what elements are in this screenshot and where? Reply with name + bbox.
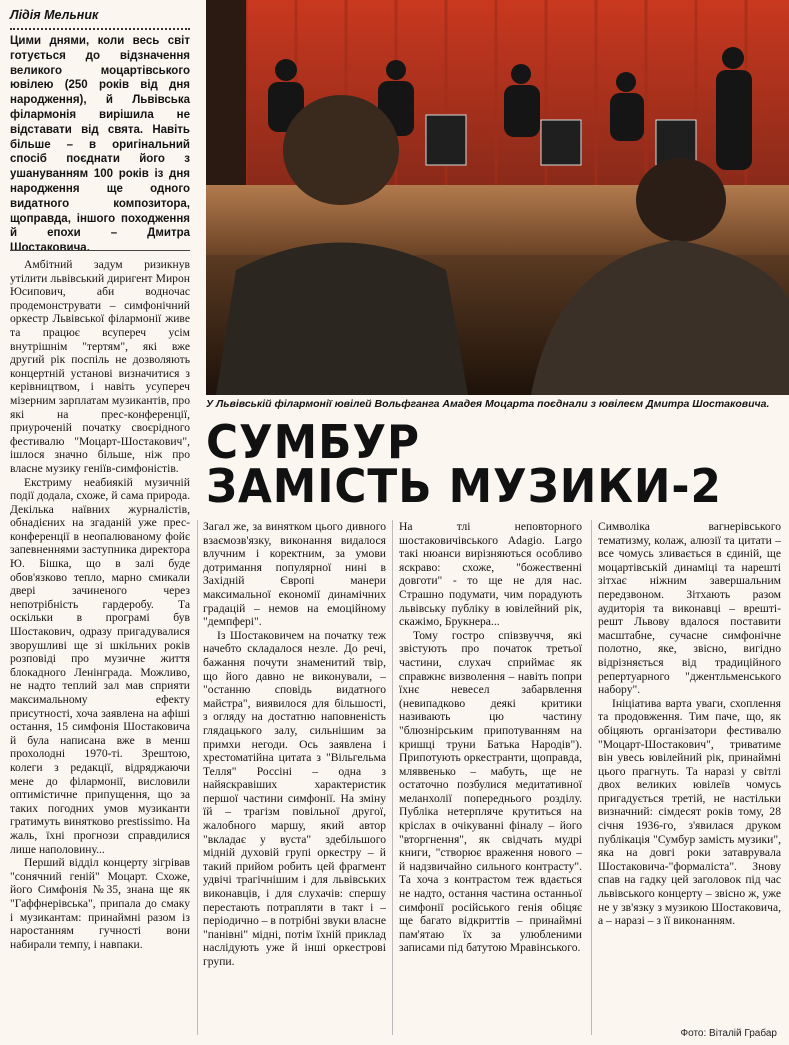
body-column-3 [399,520,582,1045]
paragraph: Загал же, за винятком цього дивного взаємозв'язку, виконання видалося влучним і коректним, за умови дотримання популярної нині в Західній Європі манери максимальної економії динамічних градацій – немов на емоційному "демпфері". [203,520,386,629]
headline-line-2: ЗАМІСТЬ МУЗИКИ-2 [206,459,722,513]
lead-paragraph: Цими днями, коли весь світ готується до відзначення великого моцартівського ювілею (250 років від дня народження), й Львівська філармонія вирішила не відставати від свята. Навіть більше – в оригінальний спосіб поєднати його з ушануванням 100 років із дня народження ще одного видатного композитора, щоправда, іншого походження й епохи – Дмитра Шостаковича. [10,35,190,255]
column-divider [197,520,198,1035]
paragraph: На тлі неповторного шостаковичівського Adagio. Largo такі нюанси вирізняються особливо яскраво: схоже, "божественні довготи" - то ще не для нас. Страшно подумати, чим порадують львівську публіку в ювілейний рік, скажімо, Брукнера... [399,520,582,629]
column-divider [392,520,393,1035]
photo-caption: У Львівській філармонії ювілей Вольфганга Амадея Моцарта поєднали з ювілеєм Дмитра Шостаковича. [206,398,770,410]
body-column-4 [598,520,781,1028]
photo-credit: Фото: Віталій Грабар [680,1028,777,1039]
column-divider [591,520,592,1035]
author-name: Лідія Мельник [10,8,99,22]
headline [206,415,757,513]
paragraph: Ініціатива варта уваги, схоплення та продовження. Тим паче, що, як обіцяють організатори фестивалю "Моцарт-Шостакович", триватиме він увесь ювілейний рік, принаймні цього прагнуть. Та наразі у світлі двох великих ювілеїв чомусь пригадується третій, не настільки визначний: сімдесят років тому, 28 січня 1936-го, з'явилася друком публікація "Сумбур замість музики", яка на довгі роки затаврувала Шостаковича-"формаліста". Знову спав на гадку цей заголовок під час львівського концерту – звісно ж, уже не у зв'язку з музикою Шостаковича, а – наразі – з її виконанням. [598,696,781,928]
lead-divider [10,250,190,251]
body-column-2 [203,520,386,1045]
paragraph: Тому гостро співзвуччя, які звістують про початок третьої частини, слухач сприймає як справжнє визволення – навіть попри їхнє невесел забарвлення (невипадково деякі критики називають цю частину "блюзнірським припотуванням на кришці труни Батька Народів"). Припотують оркестранти, щоправда, мляввенько – мабуть, ще не остаточно позбулися медитативної меланхолії попереднього розділу. Публіка нетерпляче крутиться на кріслах в очікуванні фіналу – його "вторгнення", як свідчать мудрі книги, "створює враження нового – й надзвичайно сильного контрасту". Та хоча з контрастом теж вдається не надто, остання частина останньої симфонії російського генія обіцяє ще багато відкриттів – принаймні пам'ятаю їх за улюбленими записами під батутою Мравінського. [399,628,582,955]
headline-line-1: СУМБУР [206,415,420,469]
paragraph: Символіка вагнерівського тематизму, колаж, алюзії та цитати – все чомусь зливається в єдиній, ще моцартівській динаміці та нарешті зітхає ніжним завершальним передзвоном. Зітхають разом аудиторія та виконавці – врешті-решт Львову вдалося поставити масштабне, сучасне симфонічне полотно, яке, звісно, вигідно відрізняється від традиційного репертуарного "джентльменського набору". [598,520,781,697]
paragraph: Амбітний задум ризикнув утілити львівський диригент Мирон Юсипович, аби водночас продемонструвати – симфонічний оркестр Львівської філармонії живе та працює всупереч усім внутрішнім "тертям", які вже другий рік поспіль не дозволяють концертній установі визначитися з керівництвом, і навіть усупереч мізерним зарплатам музикантів, про які на прес-конференції, приуроченій початку своєрідного фестивалю "Моцарт-Шостакович", ішлося значно більше, ніж про власне музику геніїв-симфоністів. [10,258,190,475]
paragraph: Із Шостаковичем на початку теж начебто складалося незле. До речі, бажання почути знаменитий твір, що його давно не виконували, – "останню сповідь видатного майстра", виявилося для більшості, з огляду на достатню наповненість глядацького залу, сильнішим за примхи негоди. Ось заявлена і хрестоматійна цитата з "Вільгельма Телля" Россіні – одна з найяскравіших характеристик першої частини симфонії. На зміну їй – трагізм повільної другої, жалобного маршу, який автор "вкладає у вуста" здебільшого мідній духовій групі оркестру – й такий прийом робить цей фрагмент удвічі трагічнішим і для львівських виконавців, і для слухачів: спершу перестають потрапляти в такт і – періодично – в потрібні звуки власне "панівні" мідні, потім їхній приклад наслідують уже й інші оркестрові групи. [203,628,386,968]
concert-photo [206,0,789,395]
body-column-1 [10,258,190,1038]
paragraph: Перший відділ концерту зігрівав "сонячний геній" Моцарт. Схоже, його Симфонія №35, знана ще як "Гаффнерівська", припала до смаку і музикантам: принаймні разом із наростанням гучності вони набирали темпу, і навпаки. [10,856,190,951]
author-divider [10,28,190,30]
paragraph: Екстриму неабиякій музичній події додала, схоже, й сама природа. Декілька наївних журналістів, обнадієних на згаданій уже прес-конференції в неопалюваному фойє запевненнями заступника директора Ю. Бішка, що в залі буде обов'язково тепло, марно смикали двері зачиненого через непотрібність гардеробу. Та оскільки в програмі був Шостакович, одразу пригадувалися зворушливі ще зі шкільних років розповіді про музичне життя блокадного Ленінграда. Можливо, не надто теплий зал мав сприяти максимальному ефекту присутності, хоча заявлена на афіші остання, 15 симфонія Шостаковича й була написана вже в менш прохолодні 1970-ті. Зрештою, колеги з редакції, відряджаючи мене до філармонії, висловили оптимістичне припущення, що за таких погодних умов музиканти гратимуть винятково prestissimo. На жаль, їхні прогнози справдилися лише наполовину... [10,475,190,856]
